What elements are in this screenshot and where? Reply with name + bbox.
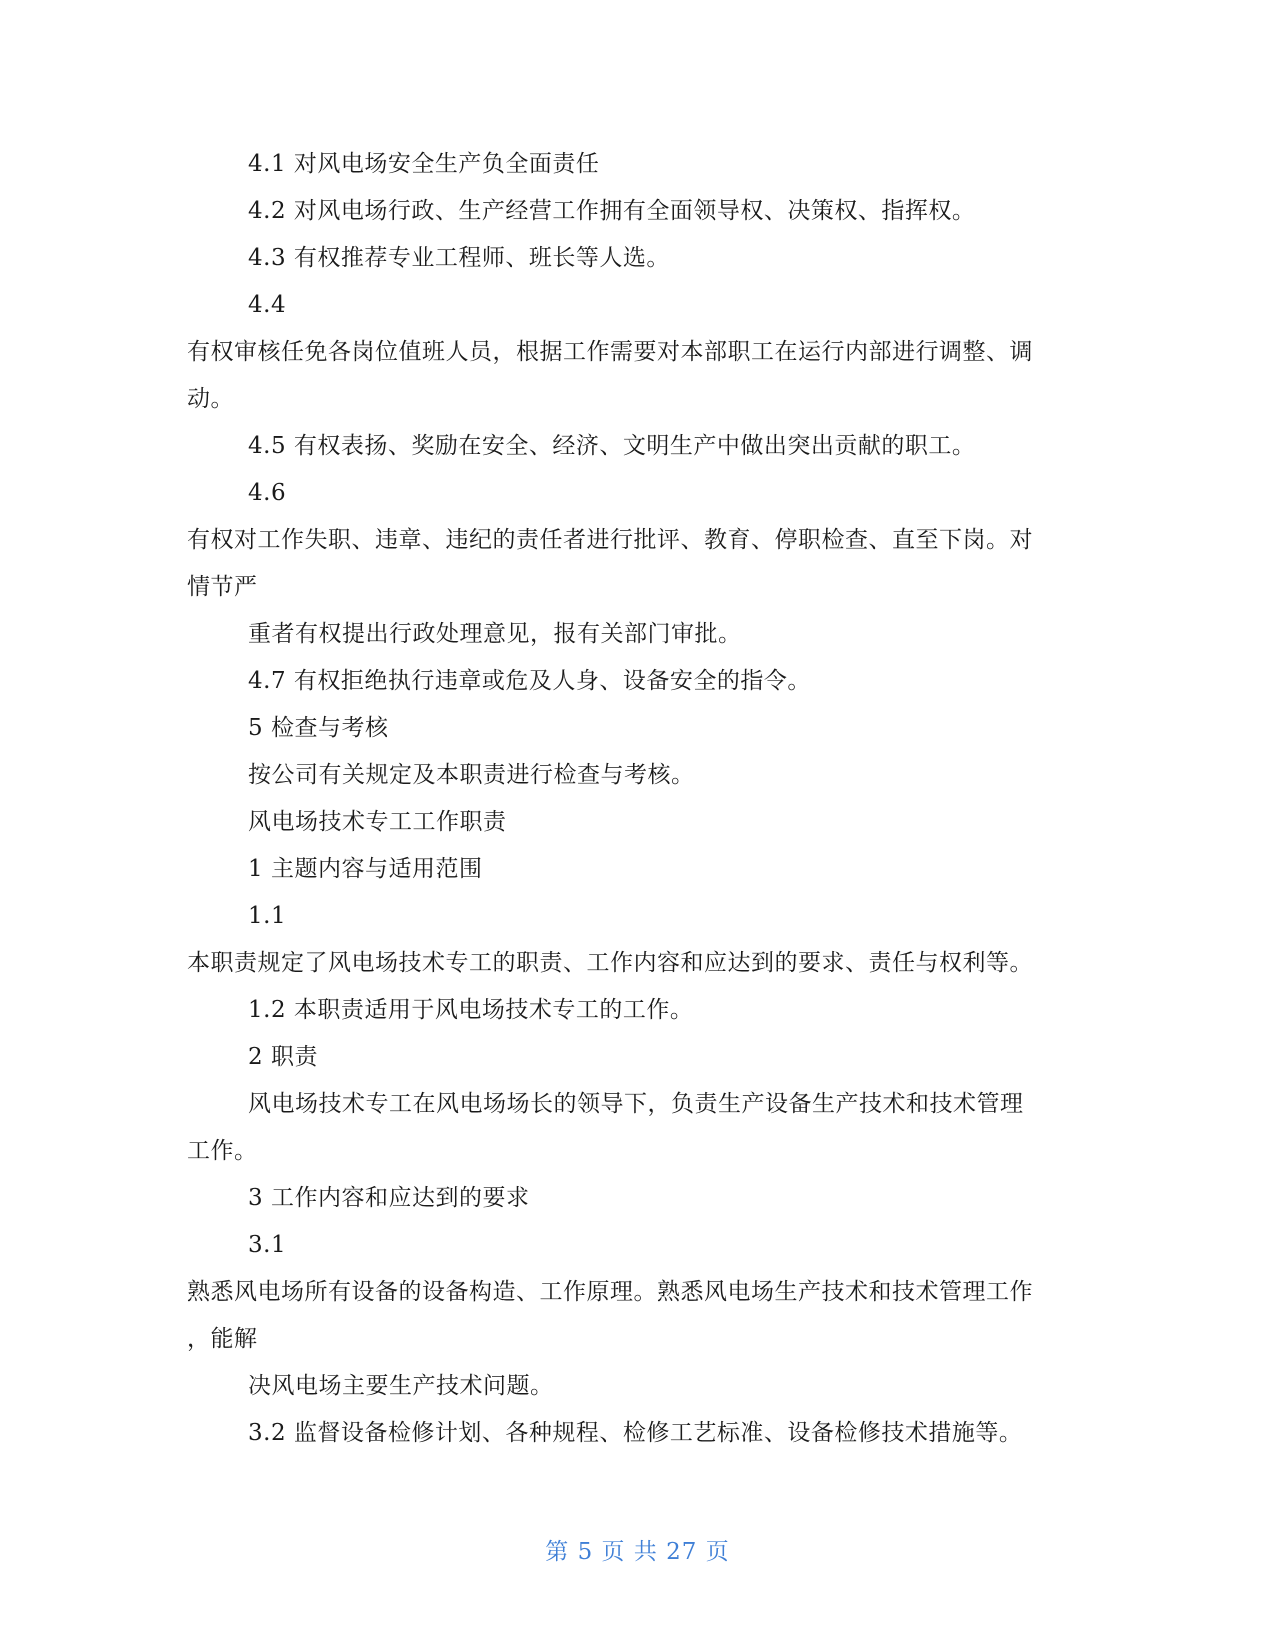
text-line: 5 检查与考核 (248, 715, 389, 741)
text-line: 风电场技术专工在风电场场长的领导下，负责生产设备生产技术和技术管理 (248, 1091, 1024, 1117)
text-line: 4.3 有权推荐专业工程师、班长等人选。 (248, 245, 670, 271)
text-line: 3.1 (248, 1232, 287, 1258)
text-line: 动。 (187, 386, 234, 412)
text-line: 重者有权提出行政处理意见，报有关部门审批。 (248, 621, 742, 647)
text-line: 3 工作内容和应达到的要求 (248, 1185, 530, 1211)
text-line: 4.1 对风电场安全生产负全面责任 (248, 151, 600, 177)
text-line: 熟悉风电场所有设备的设备构造、工作原理。熟悉风电场生产技术和技术管理工作 (187, 1279, 1033, 1305)
text-line: 4.4 (248, 292, 287, 318)
text-line: 1.1 (248, 903, 287, 929)
text-line: 风电场技术专工工作职责 (248, 809, 507, 835)
text-line: 4.2 对风电场行政、生产经营工作拥有全面领导权、决策权、指挥权。 (248, 198, 976, 224)
text-line: 1.2 本职责适用于风电场技术专工的工作。 (248, 997, 694, 1023)
text-line: 3.2 监督设备检修计划、各种规程、检修工艺标准、设备检修技术措施等。 (248, 1420, 1023, 1446)
text-line: 按公司有关规定及本职责进行检查与考核。 (248, 762, 695, 788)
page-number-footer: 第 5 页 共 27 页 (545, 1539, 730, 1565)
text-line: ，能解 (187, 1326, 258, 1352)
text-line: 4.6 (248, 480, 287, 506)
text-line: 4.7 有权拒绝执行违章或危及人身、设备安全的指令。 (248, 668, 811, 694)
text-line: 决风电场主要生产技术问题。 (248, 1373, 554, 1399)
text-line: 2 职责 (248, 1044, 318, 1070)
text-line: 工作。 (187, 1138, 258, 1164)
text-line: 有权审核任免各岗位值班人员，根据工作需要对本部职工在运行内部进行调整、调 (187, 339, 1033, 365)
text-line: 有权对工作失职、违章、违纪的责任者进行批评、教育、停职检查、直至下岗。对 (187, 527, 1033, 553)
text-line: 4.5 有权表扬、奖励在安全、经济、文明生产中做出突出贡献的职工。 (248, 433, 976, 459)
text-line: 情节严 (187, 574, 258, 600)
text-line: 本职责规定了风电场技术专工的职责、工作内容和应达到的要求、责任与权利等。 (187, 950, 1033, 976)
text-line: 1 主题内容与适用范围 (248, 856, 483, 882)
